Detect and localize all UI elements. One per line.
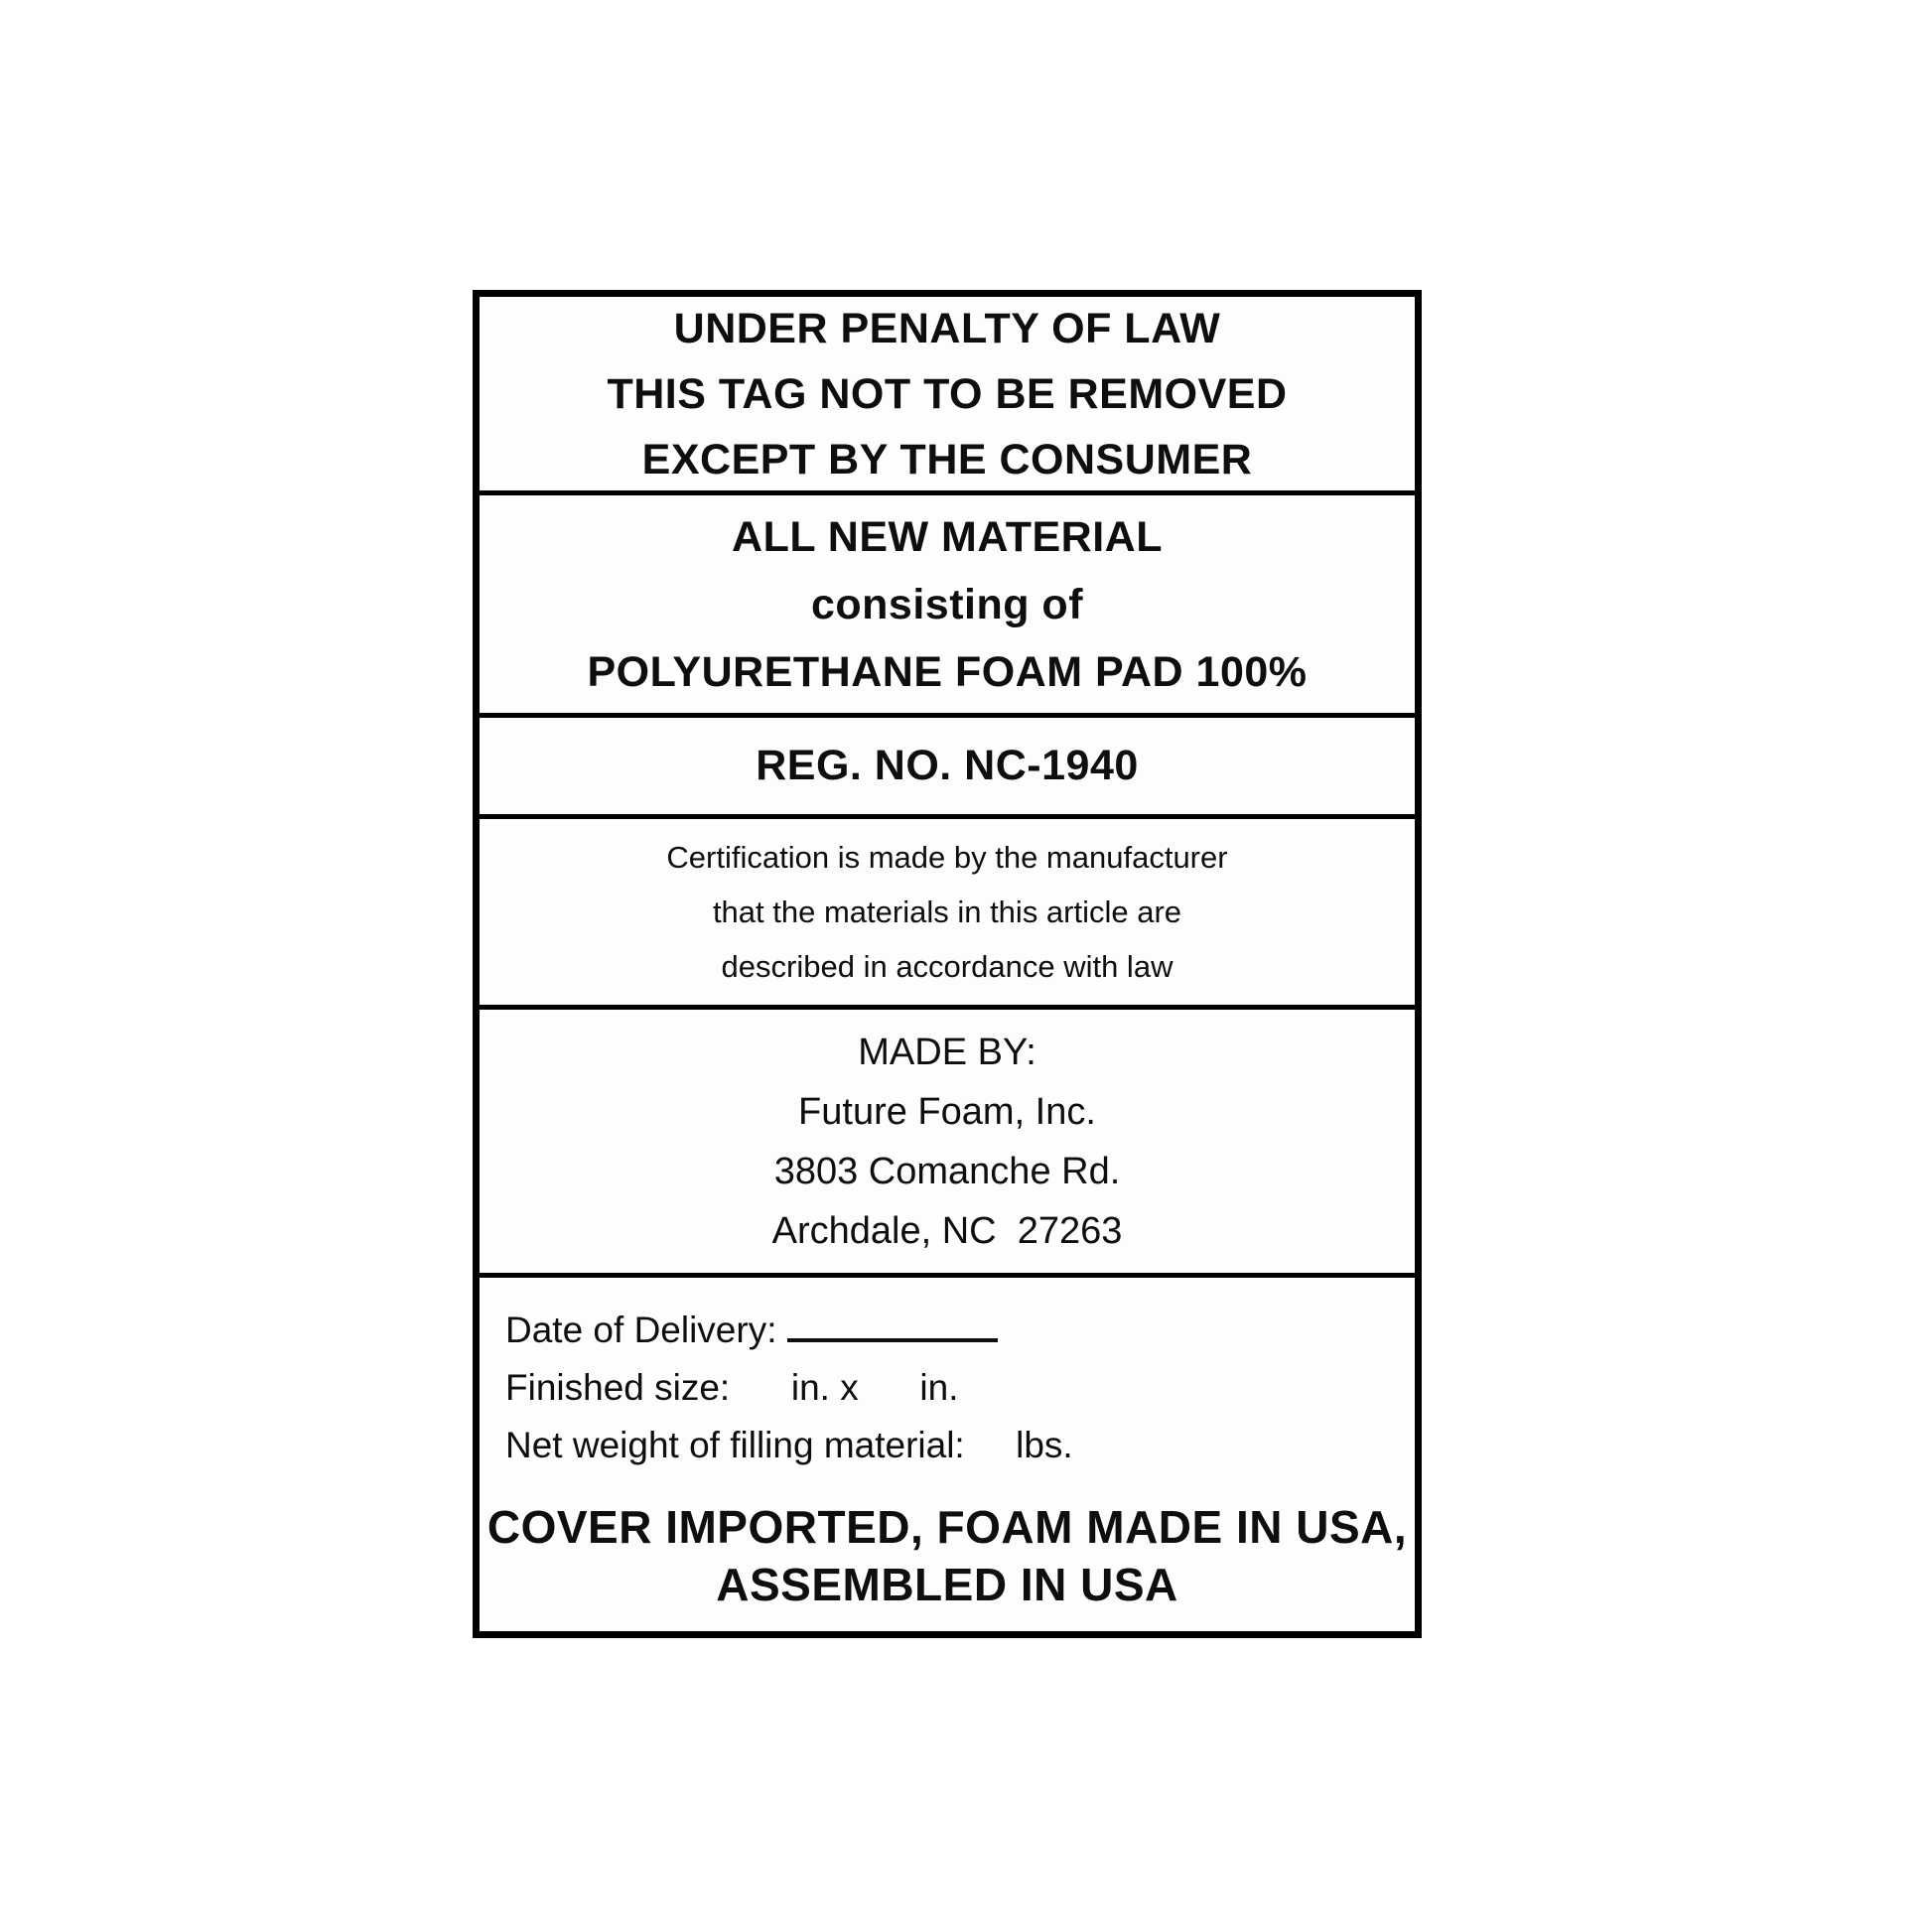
manufacturer-street: 3803 Comanche Rd.	[773, 1150, 1121, 1192]
date-of-delivery-row	[505, 1302, 1415, 1359]
material-line-3: POLYURETHANE FOAM PAD 100%	[587, 647, 1308, 696]
manufacturer-name: Future Foam, Inc.	[798, 1090, 1096, 1133]
registration-number: REG. NO. NC-1940	[756, 742, 1139, 789]
certification-line-2: that the materials in this article are	[712, 895, 1182, 929]
penalty-line-3: EXCEPT BY THE CONSUMER	[641, 435, 1253, 483]
manufacturer-section	[480, 1005, 1415, 1273]
made-by-heading: MADE BY:	[858, 1031, 1036, 1073]
registration-number-section	[480, 713, 1415, 814]
finished-size-row: Finished size: in. x in.	[505, 1367, 959, 1408]
material-contents-section	[480, 490, 1415, 713]
origin-statement	[480, 1498, 1415, 1631]
material-line-2: consisting of	[810, 580, 1084, 628]
certification-line-1: Certification is made by the manufacturer	[666, 840, 1228, 875]
fill-in-and-origin-section	[480, 1273, 1415, 1631]
date-of-delivery-blank-line	[787, 1311, 998, 1342]
material-line-1: ALL NEW MATERIAL	[732, 512, 1163, 561]
penalty-line-1: UNDER PENALTY OF LAW	[673, 304, 1221, 352]
origin-line-1: COVER IMPORTED, FOAM MADE IN USA,	[486, 1501, 1408, 1553]
penalty-line-2: THIS TAG NOT TO BE REMOVED	[607, 369, 1288, 418]
certification-section	[480, 814, 1415, 1005]
certification-line-3: described in accordance with law	[721, 949, 1173, 984]
fill-in-fields	[480, 1302, 1415, 1474]
penalty-statement-section	[480, 297, 1415, 490]
origin-line-2: ASSEMBLED IN USA	[716, 1559, 1178, 1610]
manufacturer-city-state-zip: Archdale, NC 27263	[771, 1209, 1123, 1252]
law-label-tag	[473, 290, 1422, 1638]
date-of-delivery-label: Date of Delivery:	[505, 1310, 777, 1350]
net-weight-row: Net weight of filling material: lbs.	[505, 1425, 1073, 1465]
